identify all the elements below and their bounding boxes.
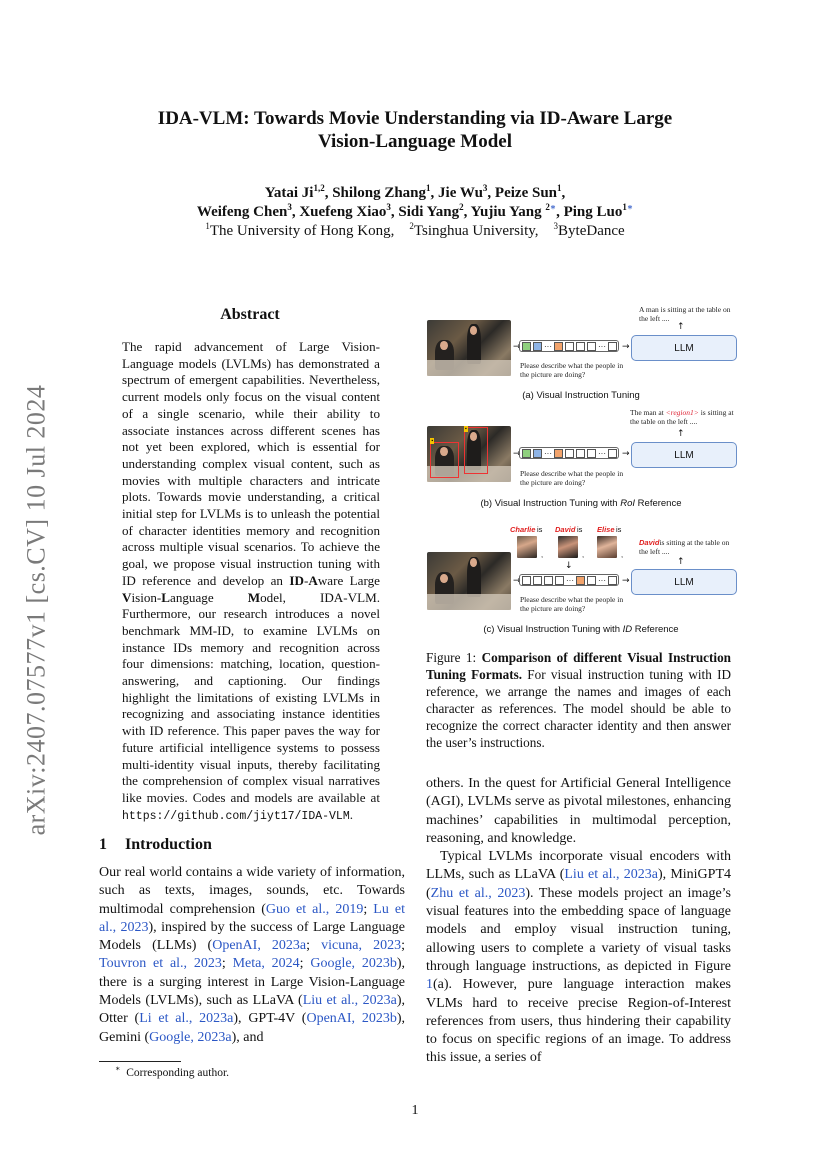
author-name: Yatai Ji <box>264 185 314 201</box>
separator: , <box>582 550 585 559</box>
body-text: ; <box>363 901 374 917</box>
body-text: ; <box>401 938 405 954</box>
arxiv-stamp-text: arXiv:2407.07577v1 [cs.CV] 10 Jul 2024 <box>21 384 51 836</box>
character-name: David <box>555 525 576 534</box>
token <box>587 576 596 585</box>
body-text: ), Gemini ( <box>99 1011 405 1045</box>
right-arrow-icon: → <box>622 576 630 586</box>
acronym-letter: I <box>289 572 295 588</box>
footnote-mark: ∗ <box>115 1064 121 1073</box>
roi-box <box>430 442 459 479</box>
section-title: Introduction <box>125 836 212 853</box>
citation-link[interactable]: Lu et al., 2023 <box>99 901 406 935</box>
token <box>608 342 617 351</box>
affiliation: The University of Hong Kong, <box>209 223 395 239</box>
body-paragraph: Typical LVLMs incorporate visual encoders with LLMs, such as LLaVA (Liu et al., 2023a), MiniGPT4 (Zhu et al., 2023). These models project an image’s visual features into the embedding space of language models and employ visual instruction tuning, allowing users to complete a variety of visual tasks through language instructions, as depicted in Figure 1(a). However, pure language interaction makes VLMs hard to receive precise Region-of-Interest references from users, thus hindering their capability to focus on specific regions of an image. To address this issue, a series of <box>426 849 732 1066</box>
author-name: Jie Wu <box>438 185 483 201</box>
acronym-part: ision- <box>131 589 162 605</box>
citation-link[interactable]: vicuna, 2023 <box>321 938 402 954</box>
token <box>608 449 617 458</box>
author-name: Peize Sun <box>494 185 558 201</box>
token <box>544 576 553 585</box>
affil-sup: 3 <box>287 202 292 212</box>
acronym-letter: A <box>308 572 318 588</box>
right-arrow-icon: → <box>622 342 630 352</box>
title-line-1: IDA-VLM: Towards Movie Understanding via ID-Aware Large <box>157 108 673 129</box>
citation-link[interactable]: Zhu et al., 2023 <box>430 885 526 901</box>
body-text: ; <box>306 938 322 954</box>
movie-still-image-roi <box>427 426 511 482</box>
caption-text: For visual instruction tuning with ID reference, we arrange the names and images of each character as references. The model should be able to recognize the correct character identity and then answer the user’s instructions. <box>426 666 731 750</box>
abstract-body <box>122 339 380 825</box>
up-arrow-icon: ↑ <box>677 557 685 567</box>
separator: , <box>541 550 544 559</box>
figure-1 <box>425 300 737 640</box>
figure-caption <box>426 650 731 751</box>
right-arrow-icon: → <box>622 449 630 459</box>
affil-sup: 1 <box>557 183 562 193</box>
token <box>576 342 585 351</box>
citation-link[interactable]: Google, 2023b <box>310 956 397 972</box>
token <box>522 342 531 351</box>
affil-sup: 2 <box>459 202 464 212</box>
author-line-1: Yatai Ji$^{1,2}$, Shilong Zhang$^1$, Jie Wu$^3$, Peize Sun$^1$, <box>264 183 566 201</box>
abstract-text: The rapid advancement of Large Vision-Language models (LVLMs) has demonstrated a spectrum of emergent capabilities. Nevertheless, current models only focus on the visual content of a single scenario, while their ability to associate instances across different scenes has not yet been explored, which is essential for understanding complex visual content, such as movies with multiple characters and intricate plots. Towards movie understanding, a critical initial step for LVLMs is to unleash the potential of character identities memory and recognition across multiple visual scenarios. To achieve the goal, we propose visual instruction tuning with ID reference and develop an <box>122 339 380 588</box>
right-arrow-icon: → <box>513 576 521 586</box>
affil-sup: 2 <box>409 221 414 231</box>
author-block <box>100 184 730 241</box>
movie-still-image <box>427 552 511 610</box>
token <box>533 342 542 351</box>
corresponding-mark[interactable]: ∗ <box>549 202 557 212</box>
affil-sup: 1 <box>426 183 431 193</box>
affil-sup: 3 <box>482 183 488 193</box>
footnote-rule <box>99 1061 181 1062</box>
citation-link[interactable]: Li et al., 2023a <box>139 1011 234 1027</box>
movie-still-image <box>427 320 511 376</box>
title-line-2: Vision-Language Model <box>317 131 513 152</box>
is-label: is <box>577 525 583 534</box>
acronym-part: ware Large <box>317 572 380 588</box>
character-name: Elise <box>597 525 615 534</box>
body-text: ), inspired by the success of Large Language Models (LLMs) ( <box>99 919 405 954</box>
affil-sup: 3 <box>386 202 391 212</box>
token-row <box>522 576 617 585</box>
token <box>554 449 563 458</box>
footnote-text: Corresponding author. <box>126 1066 230 1079</box>
ellipsis: ··· <box>544 341 552 351</box>
token <box>608 576 617 585</box>
acronym-part: anguage <box>170 589 248 605</box>
affil-sup: 1 <box>205 221 210 231</box>
acronym-part: - <box>303 572 309 588</box>
roi-tag: ▪ <box>464 426 467 432</box>
author-name: Sidi Yang <box>398 204 460 220</box>
character-thumbnail <box>558 536 578 558</box>
affil-sup: 1,2 <box>313 183 325 193</box>
abstract-text: , IDA-VLM. Furthermore, our research introduces a novel benchmark MM-ID, to examine LVLMs on instance IDs memory and recognition across four dimensions: matching, location, question-answering, and captioning. Our findings highlight the limitations of existing LVLMs in recognizing and associating instance identities with ID reference. This paper paves the way for future artificial intelligence systems to possess multi-identity visual inputs, thereby facilitating the comprehension of complex visual narratives like movies. Codes and models are available at <box>122 589 380 805</box>
up-arrow-icon: ↑ <box>677 322 685 332</box>
token <box>587 342 596 351</box>
token <box>587 449 596 458</box>
roi-box <box>464 427 488 474</box>
corresponding-mark[interactable]: ∗ <box>626 202 634 212</box>
character-thumbnail <box>597 536 617 558</box>
token <box>533 449 542 458</box>
acronym-letter: M <box>247 589 261 605</box>
body-text: ), GPT-4V ( <box>233 1011 307 1027</box>
down-arrow-icon: ↓ <box>565 561 573 571</box>
token <box>565 342 574 351</box>
character-thumbnail <box>517 536 537 558</box>
code-link[interactable]: https://github.com/jiyt17/IDA-VLM <box>122 809 350 823</box>
figure-reference-link[interactable]: 1 <box>426 977 433 993</box>
is-label: is <box>537 525 543 534</box>
prompt-text-a: Please describe what the people in the picture are doing? <box>520 361 624 379</box>
citation-link[interactable]: Meta, 2024 <box>232 956 300 972</box>
acronym-part: odel <box>260 589 283 605</box>
paper-title <box>100 107 730 153</box>
prompt-text-c: Please describe what the people in the picture are doing? <box>520 595 624 613</box>
body-text: ), Otter ( <box>99 993 405 1027</box>
token-row <box>522 342 617 351</box>
acronym-letter: V <box>122 589 132 605</box>
affil-sup: 1∗ <box>622 202 634 212</box>
citation-link[interactable]: Guo et al., 2019 <box>265 901 364 917</box>
up-arrow-icon: ↑ <box>677 429 685 439</box>
is-label: is <box>616 525 622 534</box>
caption-label: Figure 1: <box>426 650 482 665</box>
right-arrow-icon: → <box>513 342 521 352</box>
intro-paragraph <box>99 864 405 1047</box>
token <box>522 576 531 585</box>
affiliations <box>100 222 730 241</box>
token <box>533 576 542 585</box>
footnote <box>115 1064 229 1079</box>
body-text: Our real world contains a wide variety of information, such as texts, images, sounds, etc. Towards multimodal comprehension ( <box>99 865 405 917</box>
token-row <box>522 449 617 458</box>
body-paragraph: others. In the quest for Artificial General Intelligence (AGI), LVLMs serve as pivotal milestones, enhancing machines’ capabilities in multimodal perception, reasoning, and knowledge. <box>426 776 731 846</box>
affiliation: ByteDance <box>558 223 625 239</box>
output-text-a: A man is sitting at the table on the left .... <box>639 305 731 323</box>
citation-link[interactable]: Touvron et al., 2023 <box>99 956 222 972</box>
subfigure-caption-a: (a) Visual Instruction Tuning <box>522 390 640 401</box>
token <box>576 449 585 458</box>
abstract-heading: Abstract <box>220 306 280 323</box>
body-text: ; <box>221 956 233 972</box>
affil-sup: 3 <box>553 221 559 231</box>
token <box>522 449 531 458</box>
token <box>555 576 564 585</box>
author-line-2: Weifeng Chen$^3$, Xuefeng Xiao$^3$, Sidi Yang$^2$, Yujiu Yang $^{2∗}$, Ping Luo$^{1∗}$ <box>196 202 634 220</box>
token <box>565 449 574 458</box>
ellipsis: ··· <box>566 575 574 585</box>
author-name: Weifeng Chen <box>196 204 288 220</box>
section-number: 1 <box>99 836 107 853</box>
citation-link[interactable]: OpenAI, 2023b <box>306 1011 397 1027</box>
body-text: ), there is a surging interest in Large Vision-Language Models (LVLMs), such as LLaVA ( <box>99 956 406 1009</box>
ellipsis: ··· <box>598 341 606 351</box>
section-heading-introduction <box>99 836 212 854</box>
ellipsis: ··· <box>598 448 606 458</box>
citation-link[interactable]: Google, 2023a <box>149 1029 232 1045</box>
roi-tag: ▪ <box>431 438 434 445</box>
body-text: ), and <box>231 1029 264 1045</box>
token <box>576 576 585 585</box>
citation-link[interactable]: Liu et al., 2023a <box>302 993 397 1009</box>
prompt-text-b: Please describe what the people in the picture are doing? <box>520 469 624 487</box>
llm-box: LLM <box>631 442 737 468</box>
author-name: Shilong Zhang <box>332 185 427 201</box>
body-text: ; <box>299 956 311 972</box>
affiliation: Tsinghua University, <box>413 223 539 239</box>
llm-box: LLM <box>631 569 737 595</box>
separator: , <box>621 550 624 559</box>
output-text-c: Davidis sitting at the table on the left .... <box>639 538 730 556</box>
subfigure-caption-b: (b) Visual Instruction Tuning with RoI Reference <box>480 498 682 509</box>
author-name: Ping Luo <box>563 204 623 220</box>
arxiv-stamp <box>16 360 56 860</box>
ellipsis: ··· <box>598 575 606 585</box>
author-name: Xuefeng Xiao <box>299 204 387 220</box>
author-name: Yujiu Yang <box>470 204 542 220</box>
page-number: 1 <box>411 1103 419 1118</box>
citation-link[interactable]: Liu et al., 2023a <box>564 867 658 883</box>
affil-sup: 2∗ <box>545 202 557 212</box>
right-column-text <box>426 775 731 1068</box>
acronym-letter: D <box>294 572 304 588</box>
output-text-b: The man at <region1> is sitting at the table on the left .... <box>630 408 734 426</box>
acronym-letter: L <box>161 589 171 605</box>
abstract-text: . <box>349 806 354 822</box>
caption-bold: Comparison of different Visual Instruction Tuning Formats. <box>426 650 731 682</box>
ellipsis: ··· <box>544 448 552 458</box>
subfigure-caption-c: (c) Visual Instruction Tuning with ID Reference <box>483 624 679 635</box>
right-arrow-icon: → <box>513 449 521 459</box>
citation-link[interactable]: OpenAI, 2023a <box>212 938 307 954</box>
token <box>554 342 563 351</box>
llm-box: LLM <box>631 335 737 361</box>
character-name: Charlie <box>510 525 536 534</box>
